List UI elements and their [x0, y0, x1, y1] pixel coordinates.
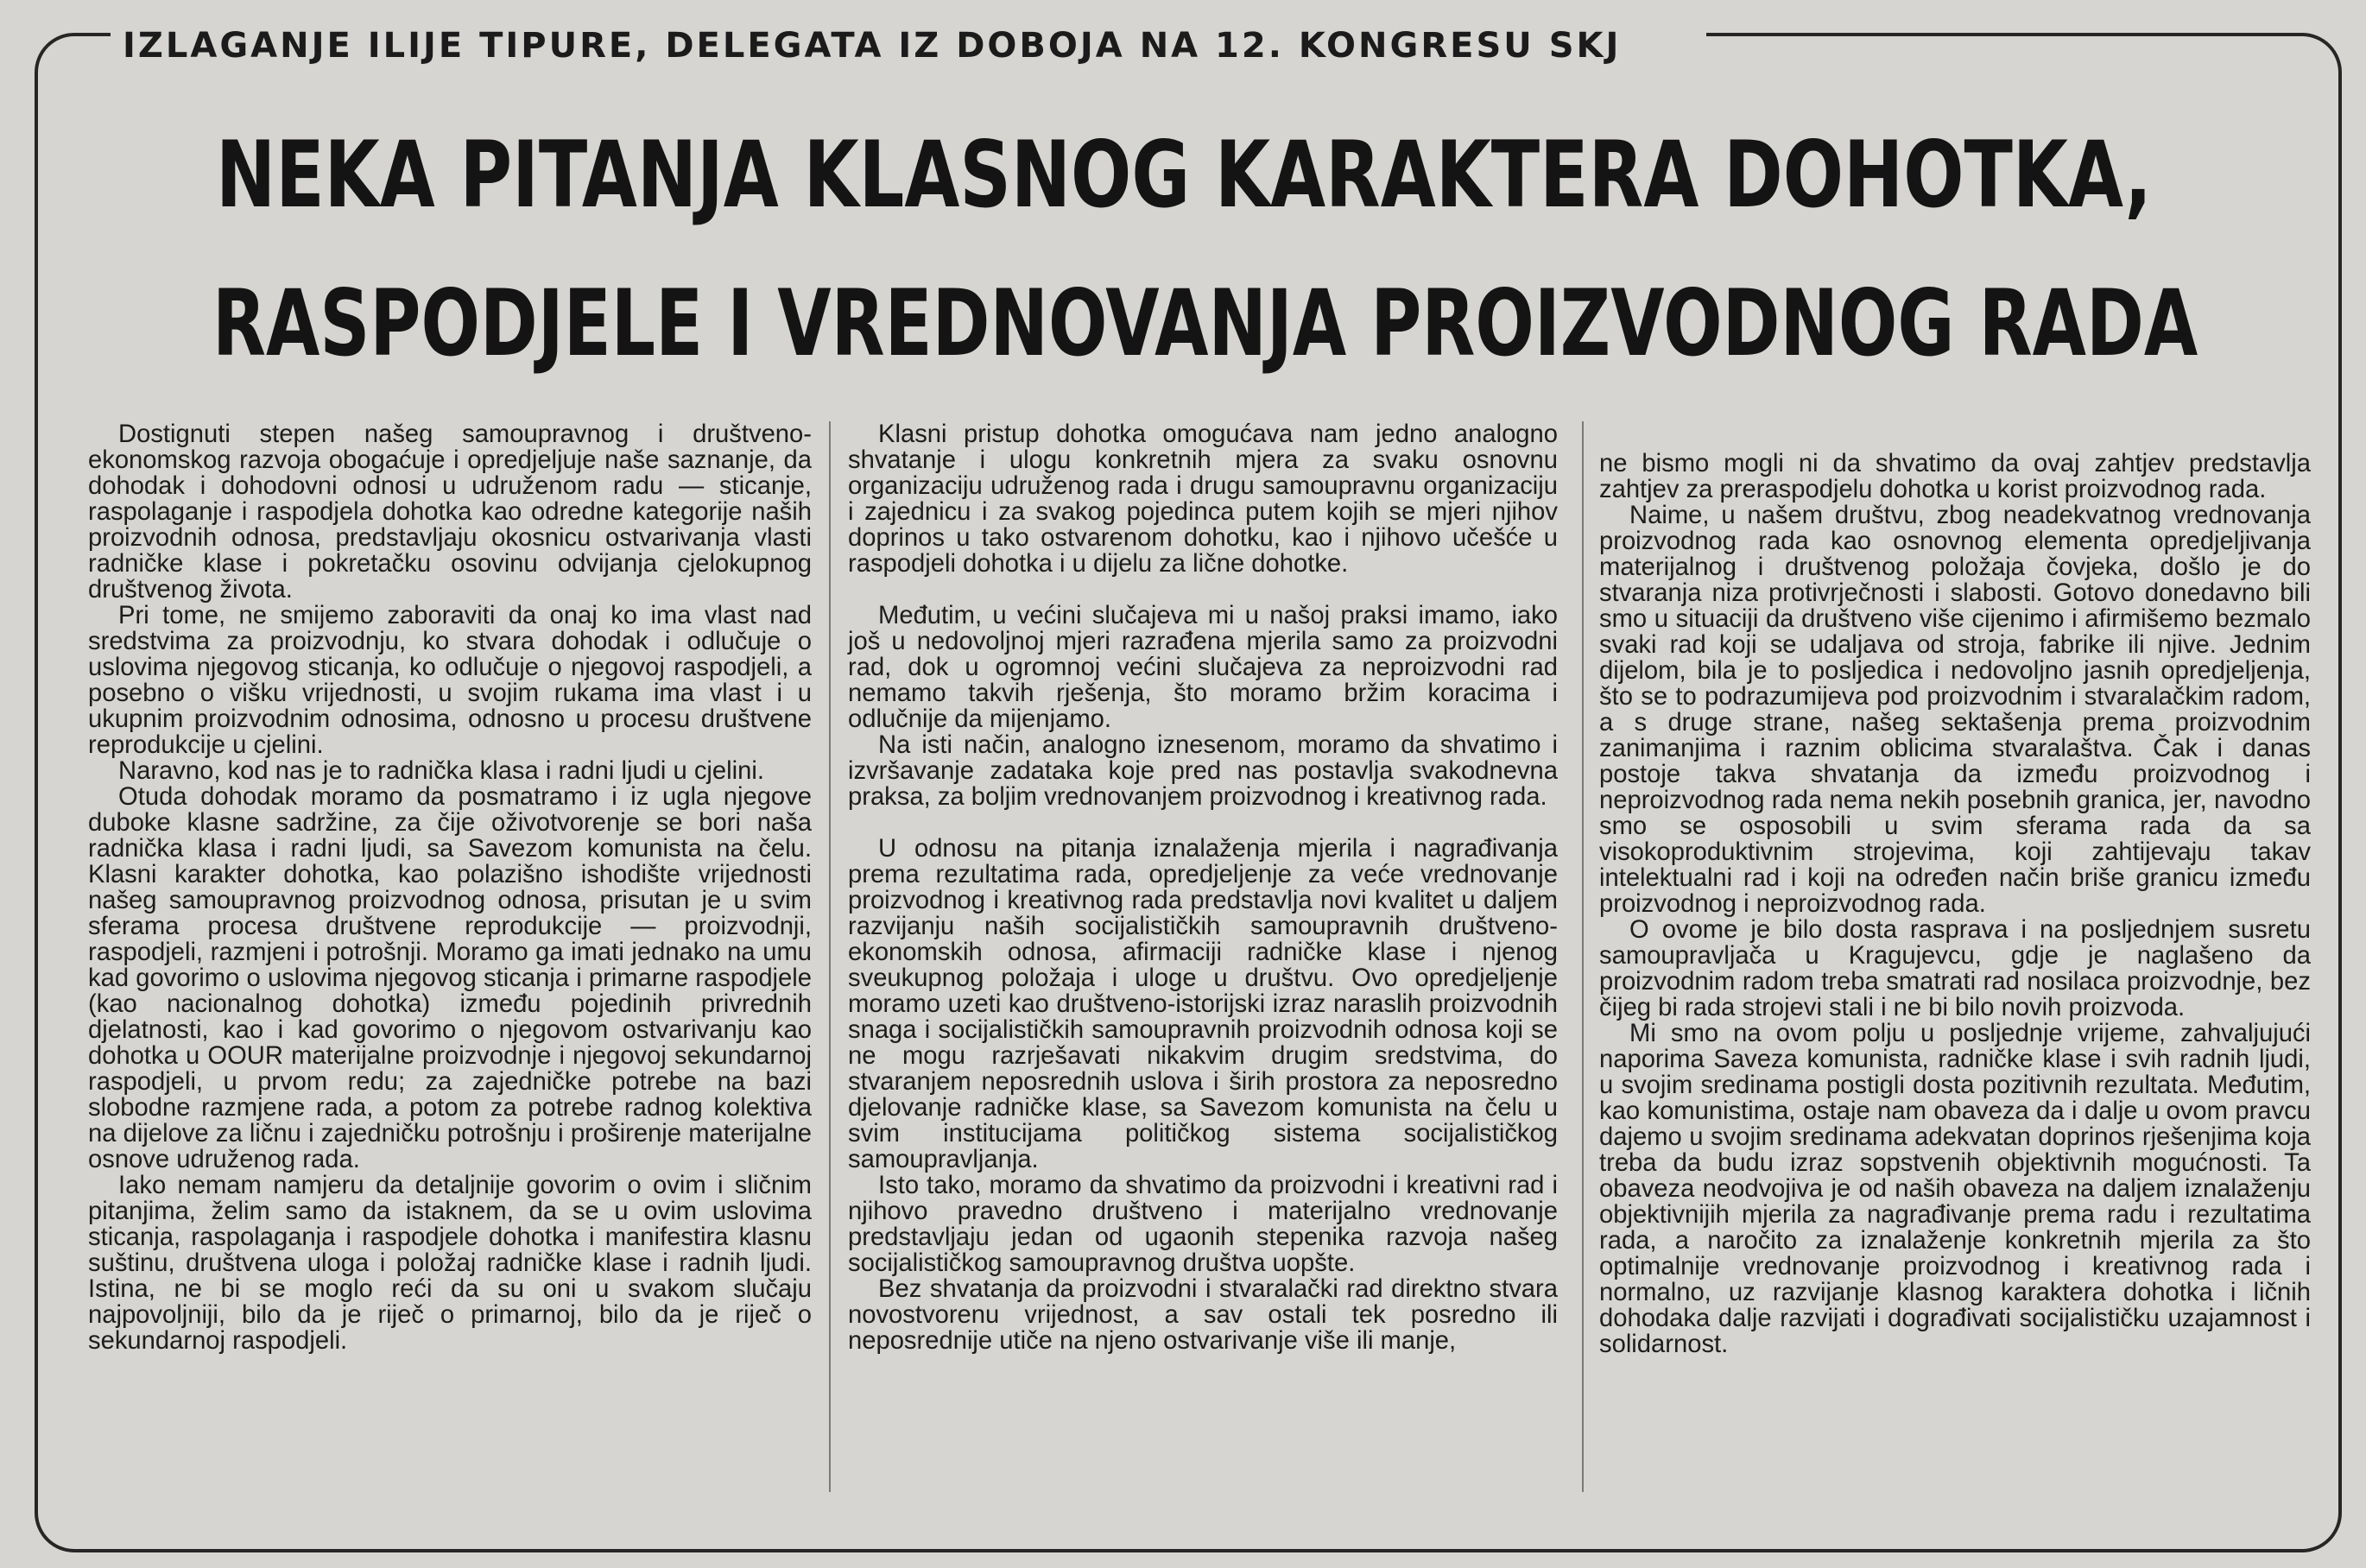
paragraph: U odnosu na pitanja iznalaženja mjerila i nagrađivanja prema rezultatima rada, opredjeljenje za veće vrednovanje proizvodnog i kreativnog rada predstavlja novi kvalitet u daljem razvijanju naših socijalističkih samoupravnih društveno-ekonomskih odnosa, afirmaciji radničke klase i njenog sveukupnog položaja i uloge u društvu. Ovo opredjeljenje moramo uzeti kao društveno-istorijski izraz naraslih proizvodnih snaga i socijalističkih samoupravnih proizvodnih odnosa koji se ne mogu razrješavati nikakvim drugim sredstvima, do stvaranjem neposrednih uslova i širih prostora za neposredno djelovanje radničke klase, sa Savezom komunista na čelu u svim institucijama političkog sistema socijalističkog samoupravljanja.: [848, 835, 1558, 1173]
paragraph: Isto tako, moramo da shvatimo da proizvodni i kreativni rad i njihovo pravedno društveno i materijalno vrednovanje predstavljaju jedan od ugaonih stepenika razvoja našeg socijalističkog samoupravnog društva uopšte.: [848, 1172, 1558, 1277]
paragraph: Na isti način, analogno iznesenom, moramo da shvatimo i izvršavanje zadataka koje pred nas postavlja svakodnevna praksa, za boljim vrednovanjem proizvodnog i kreativnog rada.: [848, 731, 1558, 811]
paragraph: Pri tome, ne smijemo zaboraviti da onaj ko ima vlast nad sredstvima za proizvodnju, ko stvara dohodak i odlučuje o uslovima njegovog sticanja, ko odlučuje o njegovoj raspodjeli, a posebno o višku vrijednosti, u svojim rukama ima vlast i u ukupnim proizvodnim odnosima, odnosno u procesu društvene reprodukcije u cjelini.: [88, 602, 812, 759]
paragraph: Bez shvatanja da proizvodni i stvaralački rad direktno stvara novostvorenu vrijednost, a sav ostali tek posredno ili neposrednije utiče na njeno ostvarivanje više ili manje,: [848, 1275, 1558, 1355]
paragraph: O ovome je bilo dosta rasprava i na posljednjem susretu samoupravljača u Kragujevcu, gdje je naglašeno da proizvodnim radom treba smatrati rad nosilaca proizvodnje, bez čijeg bi rada strojevi stali i ne bi bilo novih proizvoda.: [1599, 916, 2311, 1021]
article-kicker: IZLAGANJE ILIJE TIPURE, DELEGATA IZ DOBOJA NA 12. KONGRESU SKJ: [111, 19, 1706, 73]
headline-line-1: NEKA PITANJA KLASNOG KARAKTERA DOHOTKA,: [216, 122, 2152, 228]
article-column-1: [88, 421, 812, 1354]
paragraph: Iako nemam namjeru da detaljnije govorim o ovim i sličnim pitanjima, želim samo da istaknem, da se u ovim uslovima sticanja, raspolaganja i raspodjele dohotka i manifestira klasnu suštinu, društvena uloga i položaj radničke klase i radnih ljudi. Istina, ne bi se moglo reći da su oni u svakom slučaju najpovoljniji, bilo da je riječ o primarnoj, bilo da je riječ o sekundarnoj raspodjeli.: [88, 1172, 812, 1355]
paragraph: Naime, u našem društvu, zbog neadekvatnog vrednovanja proizvodnog rada kao osnovnog elementa opredjeljivanja materijalnog i društvenog položaja čovjeka, došlo je do stvaranja niza protivrječnosti i slabosti. Gotovo donedavno bili smo u situaciji da društveno više cijenimo i afirmišemo bezmalo svaki rad koji se udaljava od stroja, fabrike ili njive. Jednim dijelom, bila je to posljedica i nedovoljno jasnih opredjeljenja, što se to podrazumijeva pod proizvodnim i stvaralačkim radom, a s druge strane, našeg sektašenja prema proizvodnim zanimanjima i raznim oblicima stvaralaštva. Čak i danas postoje takva shvatanja da između proizvodnog i neproizvodnog rada nema nekih posebnih granica, jer, navodno smo se osposobili u svim sferama rada da sa visokoproduktivnim strojevima, koji zahtijevaju takav intelektualni rad i koji na određen način briše granicu između proizvodnog i neproizvodnog rada.: [1599, 502, 2311, 918]
headline-line-2: RASPODJELE I VREDNOVANJA PROIZVODNOG RADA: [212, 270, 2198, 376]
paragraph: Naravno, kod nas je to radnička klasa i radni ljudi u cjelini.: [118, 757, 764, 785]
paragraph: Dostignuti stepen našeg samoupravnog i društveno-ekonomskog razvoja obogaćuje i opredjeljuje naše saznanje, da dohodak i dohodovni odnosi u udruženom radu — sticanje, raspolaganje i raspodjela dohotka kao odredne kategorije naših proizvodnih odnosa, predstavljaju okosnicu ostvarivanja vlasti radničke klase i pokretačku osovinu odvijanja cjelokupnog društvenog života.: [88, 420, 812, 604]
paragraph: Međutim, u većini slučajeva mi u našoj praksi imamo, iako još u nedovoljnoj mjeri razrađena mjerila samo za proizvodni rad, dok u ogromnoj većini slučajeva za neproizvodni rad nemamo takvih rješenja, što moramo bržim koracima i odlučnije da mijenjamo.: [848, 602, 1558, 733]
column-divider: [1582, 421, 1584, 1492]
paragraph: Otuda dohodak moramo da posmatramo i iz ugla njegove duboke klasne sadržine, za čije oživotvorenje se bori naša radnička klasa i radni ljudi, sa Savezom komunista na čelu. Klasni karakter dohotka, kao polazišno ishodište vrijednosti našeg samoupravnog proizvodnog odnosa, prisutan je u svim sferama procesa društvene reprodukcije — proizvodnji, raspodjeli, razmjeni i potrošnji. Moramo ga imati jednako na umu kad govorimo o uslovima njegovog sticanja i primarne raspodjele (kao nacionalnog dohotka) između pojedinih privrednih djelatnosti, kao i kad govorimo o njegovom ostvarivanju kao dohotka u OOUR materijalne proizvodnje i njegovoj sekundarnoj raspodjeli, u prvom redu; za zajedničke potrebe na bazi slobodne razmjene rada, a potom za potrebe radnog kolektiva na dijelove za ličnu i zajedničku potrošnju i proširenje materijalne osnove udruženog rada.: [88, 783, 812, 1173]
column-divider: [829, 421, 831, 1492]
paragraph: Klasni pristup dohotka omogućava nam jedno analogno shvatanje i ulogu konkretnih mjera za svaku osnovnu organizaciju udruženog rada i drugu samoupravnu organizaciju i zajednicu i za svakog pojedinca putem kojih se mjeri njihov doprinos u tako ostvarenom dohotku, kao i njihovo učešće u raspodjeli dohotka i u dijelu za lične dohotke.: [848, 420, 1558, 578]
paragraph: ne bismo mogli ni da shvatimo da ovaj zahtjev predstavlja zahtjev za preraspodjelu dohotka u korist proizvodnog rada.: [1599, 450, 2311, 503]
paragraph: Mi smo na ovom polju u posljednje vrijeme, zahvaljujući naporima Saveza komunista, radničke klase i svih radnih ljudi, u svojim sredinama postigli dosta pozitivnih rezultata. Međutim, kao komunistima, ostaje nam obaveza da i dalje u ovom pravcu dajemo u svojim sredinama adekvatan doprinos rješenjima koja treba da budu izraz sopstvenih objektivnih mogućnosti. Ta obaveza neodvojiva je od naših obaveza na daljem iznalaženju objektivnijih mjerila za nagrađivanje prema radu i rezultatima rada, a naročito za iznalaženje konkretnih mjerila za što optimalnije vrednovanje proizvodnog i kreativnog rada i normalno, uz razvijanje klasnog karaktera dohotka i ličnih dohodaka dalje razvijati i dograđivati socijalističku uzajamnost i solidarnost.: [1599, 1020, 2311, 1358]
article-column-2: [848, 421, 1558, 1354]
article-column-3: [1599, 451, 2311, 1357]
